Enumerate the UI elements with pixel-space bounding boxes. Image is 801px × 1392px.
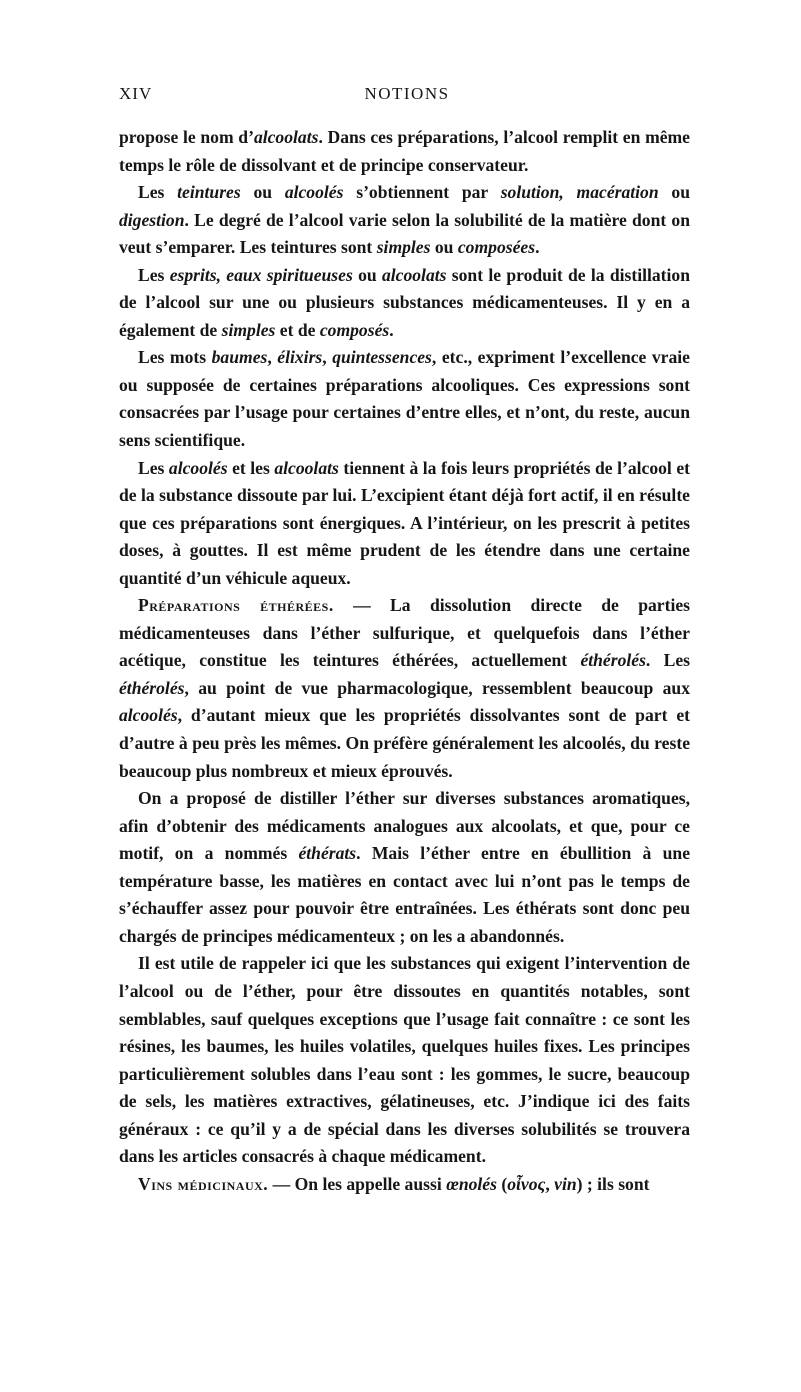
text-run: Les bbox=[138, 182, 178, 203]
italic-term: éthérolés bbox=[119, 677, 185, 698]
italic-term: œnolés bbox=[446, 1173, 497, 1194]
text-run: Les mots bbox=[138, 347, 212, 368]
section-heading: Préparations éthérées. bbox=[138, 595, 334, 616]
text-run: . Dans ces préparations, l’alcool remplit en même temps le rôle de dissolvant et de principe conservateur. bbox=[119, 127, 690, 175]
italic-term: quintessences bbox=[332, 347, 432, 368]
italic-term: alcoolés bbox=[119, 705, 178, 726]
paragraph bbox=[119, 179, 690, 262]
text-run: . Le degré de l’alcool varie selon la solubilité de la matière dont on veut s’emparer. Les teintures sont bbox=[119, 209, 690, 258]
body-text bbox=[119, 124, 690, 1198]
italic-term: composées bbox=[457, 237, 536, 258]
text-run: On a proposé de distiller l’éther sur diverses substances aromatiques, afin d’obtenir des médicaments analogues aux alcoolats, et que, pour ce motif, on a nommés bbox=[119, 788, 690, 864]
section-heading: Vins médicinaux. bbox=[138, 1173, 269, 1194]
italic-term: teintures bbox=[177, 182, 241, 203]
italic-term: alcoolés bbox=[284, 182, 344, 203]
paragraph bbox=[119, 344, 690, 454]
italic-term: alcoolats bbox=[381, 264, 447, 285]
text-run: tiennent à la fois leurs propriétés de l’alcool et de la substance dissoute par lui. L’excipient étant déjà fort actif, il en résulte que ces préparations sont énergiques. A l’intérieur, on les prescrit à petites doses, à gouttes. Il est même prudent de les étendre dans une certaine quantité d’un véhicule aqueux. bbox=[119, 457, 690, 588]
running-title: NOTIONS bbox=[364, 84, 450, 103]
text-run: . Mais l’éther entre en ébullition à une température basse, les matières en contact avec lui n’ont pas le temps de s’échauffer assez pour pouvoir être entraînées. Les éthérats sont donc peu chargés de principes médicamenteux ; on les a abandonnés. bbox=[119, 843, 690, 946]
italic-term: composés bbox=[319, 319, 390, 340]
text-run: ou bbox=[430, 237, 458, 258]
text-run: — On les appelle aussi bbox=[268, 1173, 447, 1194]
italic-term: digestion bbox=[119, 209, 185, 230]
text-run: ) ; ils sont bbox=[576, 1173, 650, 1194]
text-run: . bbox=[389, 319, 394, 340]
italic-term: vin bbox=[554, 1173, 577, 1194]
text-run: , bbox=[267, 347, 278, 368]
text-run: et de bbox=[275, 319, 320, 340]
text-run: Les bbox=[138, 457, 169, 478]
italic-term: alcoolats bbox=[253, 127, 319, 147]
paragraph bbox=[119, 455, 690, 593]
text-run: , d’autant mieux que les propriétés dissolvantes sont de part et d’autre à peu près les mêmes. On préfère généralement les alcoolés, du reste beaucoup plus nombreux et mieux éprouvés. bbox=[119, 705, 690, 781]
italic-term: baumes bbox=[211, 347, 268, 368]
paragraph bbox=[119, 124, 690, 179]
text-run: . Les bbox=[645, 650, 690, 671]
text-run: — La dissolution directe de parties médicamenteuses dans l’éther sulfurique, et quelquefois dans l’éther acétique, constitue les teintures éthérées, actuellement bbox=[119, 595, 690, 671]
page-number: XIV bbox=[119, 84, 153, 103]
text-run: Il est utile de rappeler ici que les substances qui exigent l’intervention de l’alcool ou de l’éther, pour être dissoutes en quantités notables, sont semblables, sauf quelques exceptions que l’usage fait connaître : ce sont les résines, les baumes, les huiles volatiles, quelques huiles fixes. Les principes particulièrement solubles dans l’eau sont : les gommes, le sucre, beaucoup de sels, les matières extractives, gélatineuses, etc. J’indique ici des faits généraux : ce qu’il y a de spécial dans les diverses solubilités se trouvera dans les articles consacrés à chaque médicament. bbox=[119, 953, 690, 1167]
paragraph bbox=[119, 1171, 690, 1199]
italic-term: élixirs bbox=[277, 347, 323, 368]
italic-term: solution, macération bbox=[500, 182, 659, 203]
italic-term: simples bbox=[376, 237, 431, 258]
italic-term: simples bbox=[221, 319, 276, 340]
text-run: ( bbox=[496, 1173, 508, 1194]
text-run: ou bbox=[658, 182, 690, 203]
text-run: et les bbox=[227, 457, 275, 478]
italic-term: esprits, eaux spiritueuses bbox=[169, 264, 353, 285]
paragraph bbox=[119, 785, 690, 950]
paragraph bbox=[119, 950, 690, 1170]
italic-term: alcoolats bbox=[274, 457, 339, 478]
running-header bbox=[119, 84, 695, 114]
text-run: sont le produit de la distillation de l’alcool sur une ou plusieurs substances médicamenteuses. Il y en a également de bbox=[119, 264, 691, 340]
text-run: s’obtiennent par bbox=[343, 182, 501, 203]
text-run: , etc., expriment l’excellence vraie ou supposée de certaines préparations alcooliques. Ces expressions sont consacrées par l’usage pour certaines d’entre elles, et n’ont, du reste, aucun sens scientifique. bbox=[119, 347, 690, 451]
text-run: . bbox=[535, 237, 540, 258]
italic-term: οἶνος bbox=[507, 1173, 546, 1194]
paragraph bbox=[119, 592, 690, 785]
text-run: , bbox=[545, 1173, 555, 1194]
text-run: , bbox=[322, 347, 333, 368]
text-run: , au point de vue pharmacologique, ressemblent beaucoup aux bbox=[184, 677, 690, 698]
italic-term: alcoolés bbox=[168, 457, 228, 478]
italic-term: éthérats bbox=[298, 843, 357, 864]
text-run: ou bbox=[352, 264, 382, 285]
text-run: Les bbox=[138, 264, 170, 285]
paragraph bbox=[119, 262, 690, 345]
italic-term: éthérolés bbox=[580, 650, 646, 671]
text-run: ou bbox=[240, 182, 285, 203]
text-run: propose le nom d’ bbox=[119, 127, 254, 147]
